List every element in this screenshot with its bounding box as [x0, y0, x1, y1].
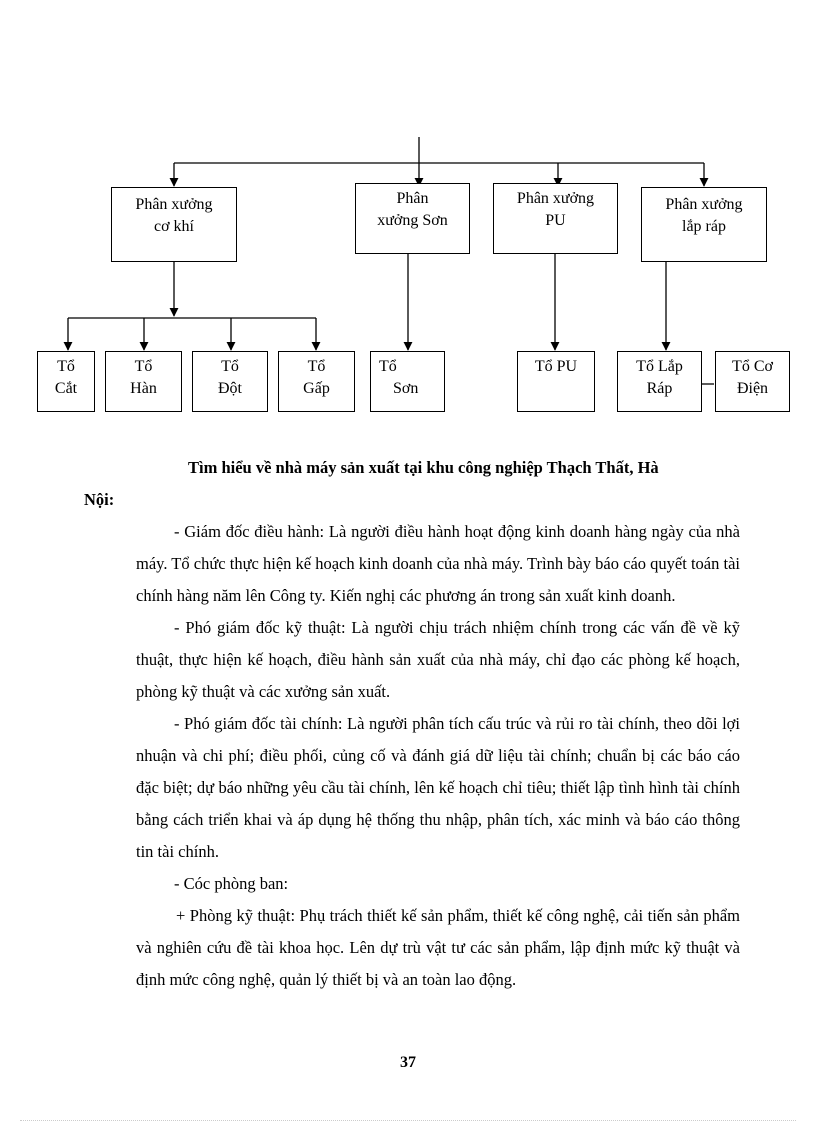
paragraph-technical-dept: + Phòng kỹ thuật: Phụ trách thiết kế sản phẩm, thiết kế công nghệ, cải tiến sản phẩm và nghiên cứu đề tài khoa học. Lên dự trù vật tư các sản phẩm, lập định mức kỹ thuật và định mức công nghệ, quản lý thiết bị và an toàn lao động. — [136, 906, 740, 989]
team-box-dot: Tổ Đột — [192, 351, 268, 412]
team-box-han: Tổ Hàn — [105, 351, 182, 412]
team-box-co-dien: Tổ Cơ Điện — [715, 351, 790, 412]
paragraph-director: - Giám đốc điều hành: Là người điều hành hoạt động kinh doanh hàng ngày của nhà máy. Tổ chức thực hiện kế hoạch kinh doanh của nhà máy. Trình bày báo cáo quyết toán tài chính hàng năm lên Công ty. Kiến nghị các phương án trong sản xuất kinh doanh. — [136, 522, 740, 605]
footer-divider — [20, 1120, 796, 1121]
workshop-box-co-khi: Phân xưởng cơ khí — [111, 187, 237, 262]
team-box-pu: Tổ PU — [517, 351, 595, 412]
workshop-box-lap-rap: Phân xưởng lắp ráp — [641, 187, 767, 262]
paragraph-departments: - Cóc phòng ban: — [174, 874, 289, 893]
section-title: Tìm hiểu về nhà máy sản xuất tại khu công nghiệp Thạch Thất, Hà Nội: — [84, 458, 659, 509]
page-number: 37 — [400, 1054, 416, 1071]
document-body — [84, 452, 740, 996]
team-box-cat: Tổ Cắt — [37, 351, 95, 412]
paragraph-finance-deputy: - Phó giám đốc tài chính: Là người phân tích cấu trúc và rủi ro tài chính, theo dõi lợi nhuận và chi phí; điều phối, củng cố và đánh giá dữ liệu tài chính; chuẩn bị các báo cáo đặc biệt; dự báo những yêu cầu tài chính, lên kế hoạch chỉ tiêu; thiết lập tình hình tài chính bằng cách triển khai và áp dụng hệ thống thu nhập, phân tích, xác minh và báo cáo thông tin tài chính. — [136, 714, 740, 861]
team-box-lap-rap: Tổ Lắp Ráp — [617, 351, 702, 412]
workshop-box-son: Phân xưởng Sơn — [355, 183, 470, 254]
workshop-box-pu: Phân xưởng PU — [493, 183, 618, 254]
team-box-son: Tổ Sơn — [370, 351, 445, 412]
team-box-gap: Tổ Gấp — [278, 351, 355, 412]
paragraph-technical-deputy: - Phó giám đốc kỹ thuật: Là người chịu trách nhiệm chính trong các vấn đề về kỹ thuật, thực hiện kế hoạch, điều hành sản xuất của nhà máy, chỉ đạo các phòng kế hoạch, phòng kỹ thuật và các xưởng sản xuất. — [136, 618, 740, 701]
